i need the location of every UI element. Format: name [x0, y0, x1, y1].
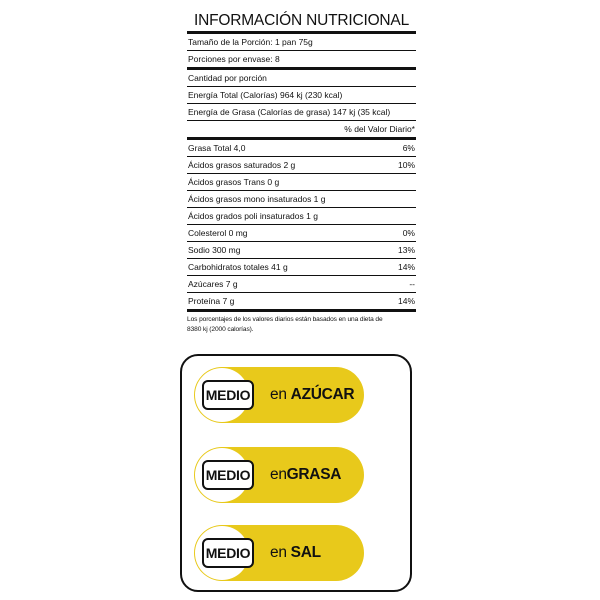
- footnote-line: Los porcentajes de los valores diarios están basados en una dieta de: [187, 316, 383, 323]
- seal-badge: MEDIO: [202, 538, 254, 568]
- nutrient-row: [187, 174, 416, 191]
- seal-salt: [194, 525, 364, 581]
- nutrient-row: [187, 225, 416, 242]
- nutrient-name: Carbohidratos totales 41 g: [188, 262, 288, 272]
- nutrient-dv: --: [409, 279, 415, 289]
- nutrient-dv: 14%: [397, 262, 415, 272]
- nutrition-title: INFORMACIÓN NUTRICIONAL: [194, 12, 409, 29]
- nutrient-name: Sodio 300 mg: [188, 245, 241, 255]
- nutrient-row: [187, 140, 416, 157]
- footnote: [187, 312, 416, 335]
- footnote-line: 8380 kj (2000 calorías).: [187, 326, 254, 333]
- nutrient-name: Grasa Total 4,0: [188, 143, 246, 153]
- seal-label: en SAL: [270, 544, 321, 561]
- seal-badge: MEDIO: [202, 380, 254, 410]
- nutrient-row: [187, 276, 416, 293]
- seal-fat: [194, 447, 364, 503]
- seal-sugar: [194, 367, 364, 423]
- nutrient-row: [187, 191, 416, 208]
- seal-badge: MEDIO: [202, 460, 254, 490]
- nutrition-facts-panel: [187, 12, 416, 335]
- seal-label: en AZÚCAR: [270, 386, 355, 403]
- amount-per-serving: Cantidad por porción: [187, 70, 416, 87]
- nutrient-row: [187, 293, 416, 309]
- nutrient-row: [187, 208, 416, 225]
- energy-total: Energía Total (Calorías) 964 kj (230 kcal): [187, 87, 416, 104]
- nutrient-name: Ácidos grados poli insaturados 1 g: [188, 211, 318, 221]
- nutrient-dv: 0%: [402, 228, 415, 238]
- daily-value-header: % del Valor Diario*: [344, 124, 415, 134]
- energy-fat: Energía de Grasa (Calorías de grasa) 147 kj (35 kcal): [187, 104, 416, 121]
- warning-seals-panel: [180, 354, 412, 592]
- nutrient-dv: 13%: [397, 245, 415, 255]
- nutrient-dv: 14%: [397, 296, 415, 306]
- nutrient-row: [187, 157, 416, 174]
- nutrient-name: Ácidos grasos Trans 0 g: [188, 177, 280, 187]
- servings-per-container: Porciones por envase: 8: [188, 54, 280, 64]
- nutrient-name: Proteína 7 g: [188, 296, 235, 306]
- nutrient-row: [187, 259, 416, 276]
- nutrient-dv: 10%: [397, 160, 415, 170]
- nutrient-name: Ácidos grasos mono insaturados 1 g: [188, 194, 326, 204]
- seal-label: enGRASA: [270, 466, 342, 483]
- nutrient-name: Ácidos grasos saturados 2 g: [188, 160, 296, 170]
- nutrient-row: [187, 242, 416, 259]
- serving-size: Tamaño de la Porción: 1 pan 75g: [187, 34, 416, 51]
- nutrient-dv: 6%: [402, 143, 415, 153]
- nutrient-name: Colesterol 0 mg: [188, 228, 248, 238]
- nutrient-name: Azúcares 7 g: [188, 279, 238, 289]
